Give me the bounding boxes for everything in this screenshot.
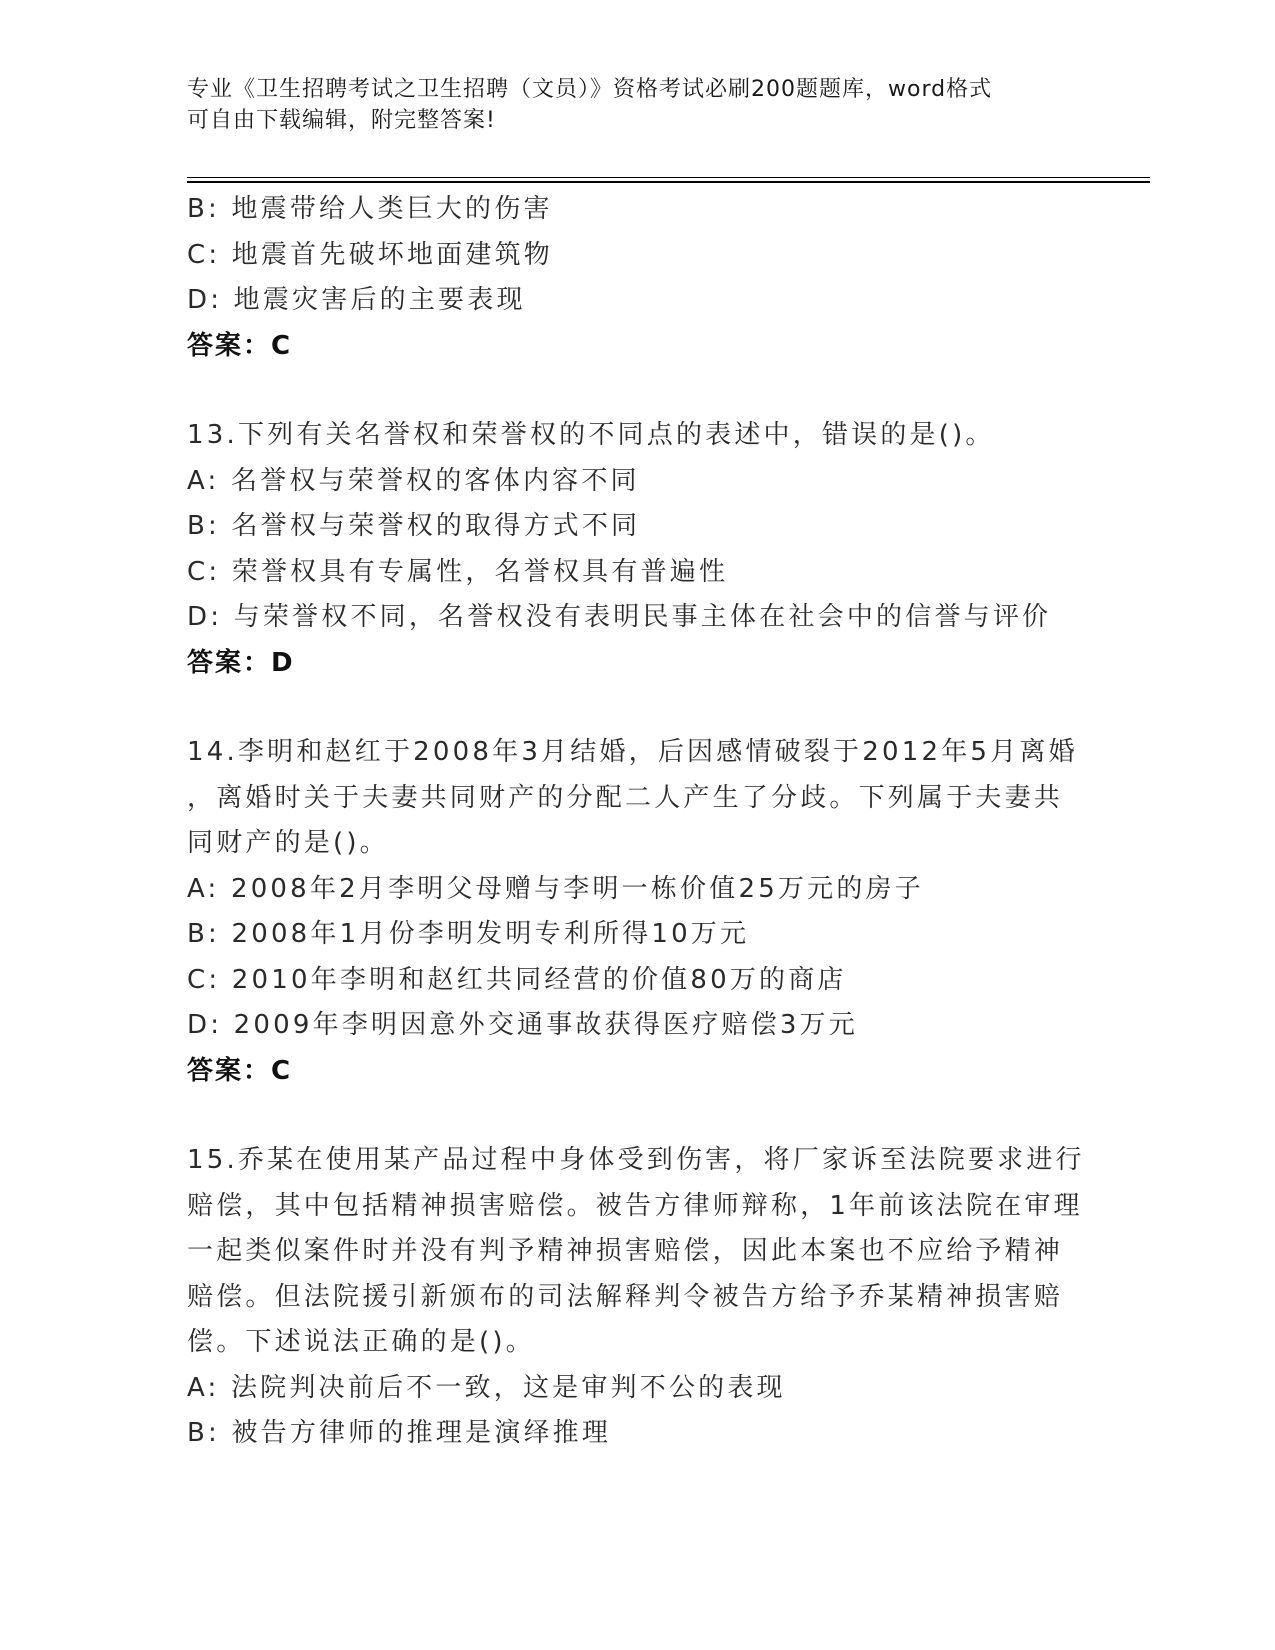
spacer: [187, 1094, 1087, 1138]
question-15: [187, 1138, 1087, 1457]
question-15-stem-line-2: 赔偿，其中包括精神损害赔偿。被告方律师辩称，1年前该法院在审理: [187, 1190, 1083, 1221]
question-15-stem-line-1: 15.乔某在使用某产品过程中身体受到伤害，将厂家诉至法院要求进行: [187, 1145, 1085, 1175]
question-13: [187, 413, 1087, 686]
question-12-option-d: D: 地震灾害后的主要表现: [187, 285, 526, 315]
question-15-option-a: A: 法院判决前后不一致，这是审判不公的表现: [187, 1372, 786, 1403]
document-header: [187, 74, 1067, 136]
question-14-answer: 答案：C: [187, 1055, 293, 1086]
question-12: [187, 187, 1087, 369]
header-line-1: 专业《卫生招聘考试之卫生招聘（文员）》资格考试必刷200题题库，word格式: [187, 77, 993, 102]
question-14-option-a: A: 2008年2月李明父母赠与李明一栋价值25万元的房子: [187, 873, 924, 904]
question-12-answer: 答案：C: [187, 330, 293, 361]
question-13-option-d: D: 与荣誉权不同，名誉权没有表明民事主体在社会中的信誉与评价: [187, 602, 1052, 632]
question-15-stem-line-4: 赔偿。但法院援引新颁布的司法解释判令被告方给予乔某精神损害赔: [187, 1281, 1064, 1312]
question-15-stem-line-5: 偿。下述说法正确的是()。: [187, 1327, 535, 1357]
question-14-option-c: C: 2010年李明和赵红共同经营的价值80万的商店: [187, 964, 847, 995]
question-13-option-a: A: 名誉权与荣誉权的客体内容不同: [187, 465, 640, 496]
question-15-stem-line-3: 一起类似案件时并没有判予精神损害赔偿，因此本案也不应给予精神: [187, 1236, 1064, 1266]
document-body: [187, 187, 1087, 1457]
question-14-stem-line-1: 14.李明和赵红于2008年3月结婚，后因感情破裂于2012年5月离婚: [187, 737, 1078, 767]
header-rule-top: [187, 177, 1150, 178]
question-12-option-b: B: 地震带给人类巨大的伤害: [187, 194, 553, 224]
question-14-stem-line-3: 同财产的是()。: [187, 828, 389, 858]
question-14-option-d: D: 2009年李明因意外交通事故获得医疗赔偿3万元: [187, 1010, 858, 1040]
spacer: [187, 686, 1087, 730]
question-13-option-c: C: 荣誉权具有专属性，名誉权具有普遍性: [187, 556, 729, 587]
question-14: [187, 730, 1087, 1094]
question-14-option-b: B: 2008年1月份李明发明专利所得10万元: [187, 919, 750, 949]
question-13-option-b: B: 名誉权与荣誉权的取得方式不同: [187, 511, 641, 541]
question-14-stem-line-2: ，离婚时关于夫妻共同财产的分配二人产生了分歧。下列属于夫妻共: [187, 782, 1064, 813]
header-line-2: 可自由下载编辑，附完整答案!: [187, 108, 496, 133]
question-12-option-c: C: 地震首先破坏地面建筑物: [187, 239, 553, 270]
question-13-answer: 答案：D: [187, 647, 295, 678]
header-rule-bottom: [187, 181, 1150, 183]
question-15-option-b: B: 被告方律师的推理是演绎推理: [187, 1418, 612, 1448]
spacer: [187, 369, 1087, 413]
question-13-stem: 13.下列有关名誉权和荣誉权的不同点的表述中，错误的是()。: [187, 420, 995, 450]
